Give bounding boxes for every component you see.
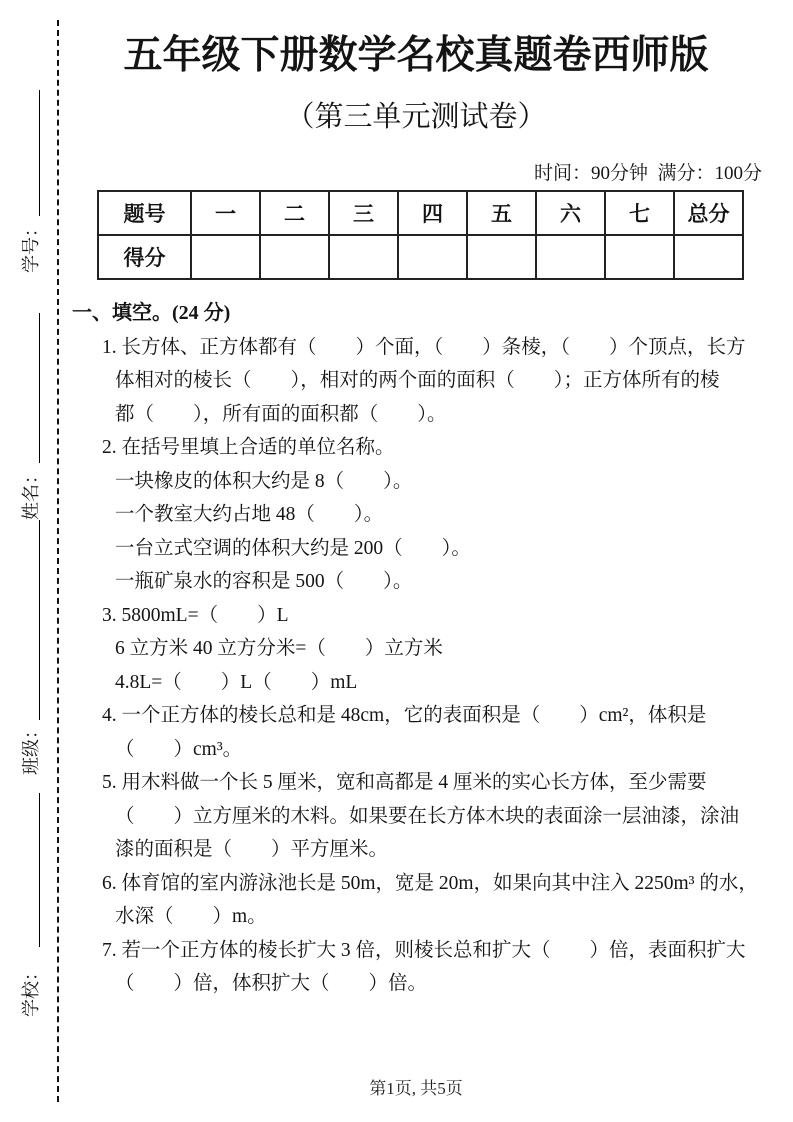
score-table-score-row [98, 235, 743, 279]
question-4-line-2: （ ）cm³。 [115, 738, 243, 760]
question-5-line-3: 漆的面积是（ ）平方厘米。 [115, 839, 389, 860]
column-header-total: 总分 [674, 191, 743, 235]
class-blank-line [39, 520, 40, 720]
question-2-line-2: 一块橡皮的体积大约是 8（ ）。 [115, 470, 413, 492]
score-cell-total [674, 235, 743, 279]
column-header-6: 六 [536, 191, 605, 235]
question-1-line-3: 都（ ），所有面的面积都（ ）。 [115, 403, 447, 425]
question-number-label-cell: 题号 [98, 191, 191, 235]
question-6-line-2: 水深（ ）m。 [115, 906, 267, 927]
column-header-7: 七 [605, 191, 674, 235]
question-2-line-3: 一个教室大约占地 48（ ）。 [115, 504, 384, 525]
page-title: 五年级下册数学名校真题卷西师版 [123, 34, 709, 77]
questions-section [70, 297, 776, 1001]
question-5-line-2: （ ）立方厘米的木料。如果要在长方体木块的表面涂一层油漆，涂油 [115, 805, 740, 827]
question-1-line-1: 1. 长方体、正方体都有（ ）个面，（ ）条棱，（ ）个顶点，长方 [102, 336, 746, 358]
score-label-cell: 得分 [98, 235, 191, 279]
student-name-blank-line [39, 313, 40, 463]
page-subtitle: （第三单元测试卷） [285, 101, 547, 133]
section-heading: 一、填空。(24 分) [72, 302, 231, 324]
score-cell-2 [260, 235, 329, 279]
question-1-line-2: 体相对的棱长（ ），相对的两个面的面积（ ）；正方体所有的棱 [115, 370, 720, 391]
question-2-line-4: 一台立式空调的体积大约是 200（ ）。 [115, 537, 471, 559]
score-cell-4 [398, 235, 467, 279]
question-3-line-2: 6 立方米 40 立方分米=（ ）立方米 [115, 638, 443, 659]
student-id-label: 学号： [21, 219, 41, 273]
question-3-line-3: 4.8L=（ ）L（ ）mL [115, 671, 358, 693]
column-header-4: 四 [398, 191, 467, 235]
student-name-label: 姓名： [21, 466, 41, 520]
class-label: 班级： [21, 721, 41, 775]
student-id-blank-line [39, 90, 40, 216]
question-4-line-1: 4. 一个正方体的棱长总和是 48cm，它的表面积是（ ）cm²，体积是 [102, 705, 707, 726]
page-number: 第1页, 共5页 [369, 1079, 463, 1098]
column-header-3: 三 [329, 191, 398, 235]
binding-dashed-line [57, 20, 59, 1102]
score-cell-6 [536, 235, 605, 279]
question-2-line-5: 一瓶矿泉水的容积是 500（ ）。 [115, 571, 413, 592]
time-score-meta: 时间：90分钟 满分：100分 [533, 163, 762, 184]
score-cell-1 [191, 235, 260, 279]
school-label: 学校： [21, 963, 41, 1017]
question-6-line-1: 6. 体育馆的室内游泳池长是 50m，宽是 20m，如果向其中注入 2250m³ 的水， [102, 872, 758, 894]
score-cell-5 [467, 235, 536, 279]
score-table [97, 190, 744, 280]
column-header-1: 一 [191, 191, 260, 235]
question-5-line-1: 5. 用木料做一个长 5 厘米，宽和高都是 4 厘米的实心长方体，至少需要 [102, 772, 707, 793]
school-blank-line [39, 793, 40, 947]
score-cell-3 [329, 235, 398, 279]
score-table-header-row [98, 191, 743, 235]
question-7-line-1: 7. 若一个正方体的棱长扩大 3 倍，则棱长总和扩大（ ）倍，表面积扩大 [102, 939, 746, 961]
question-3-line-1: 3. 5800mL=（ ）L [102, 604, 289, 626]
question-2-line-1: 2. 在括号里填上合适的单位名称。 [102, 437, 395, 458]
question-7-line-2: （ ）倍，体积扩大（ ）倍。 [115, 973, 428, 994]
column-header-5: 五 [467, 191, 536, 235]
paper-header [60, 0, 772, 135]
score-cell-7 [605, 235, 674, 279]
column-header-2: 二 [260, 191, 329, 235]
